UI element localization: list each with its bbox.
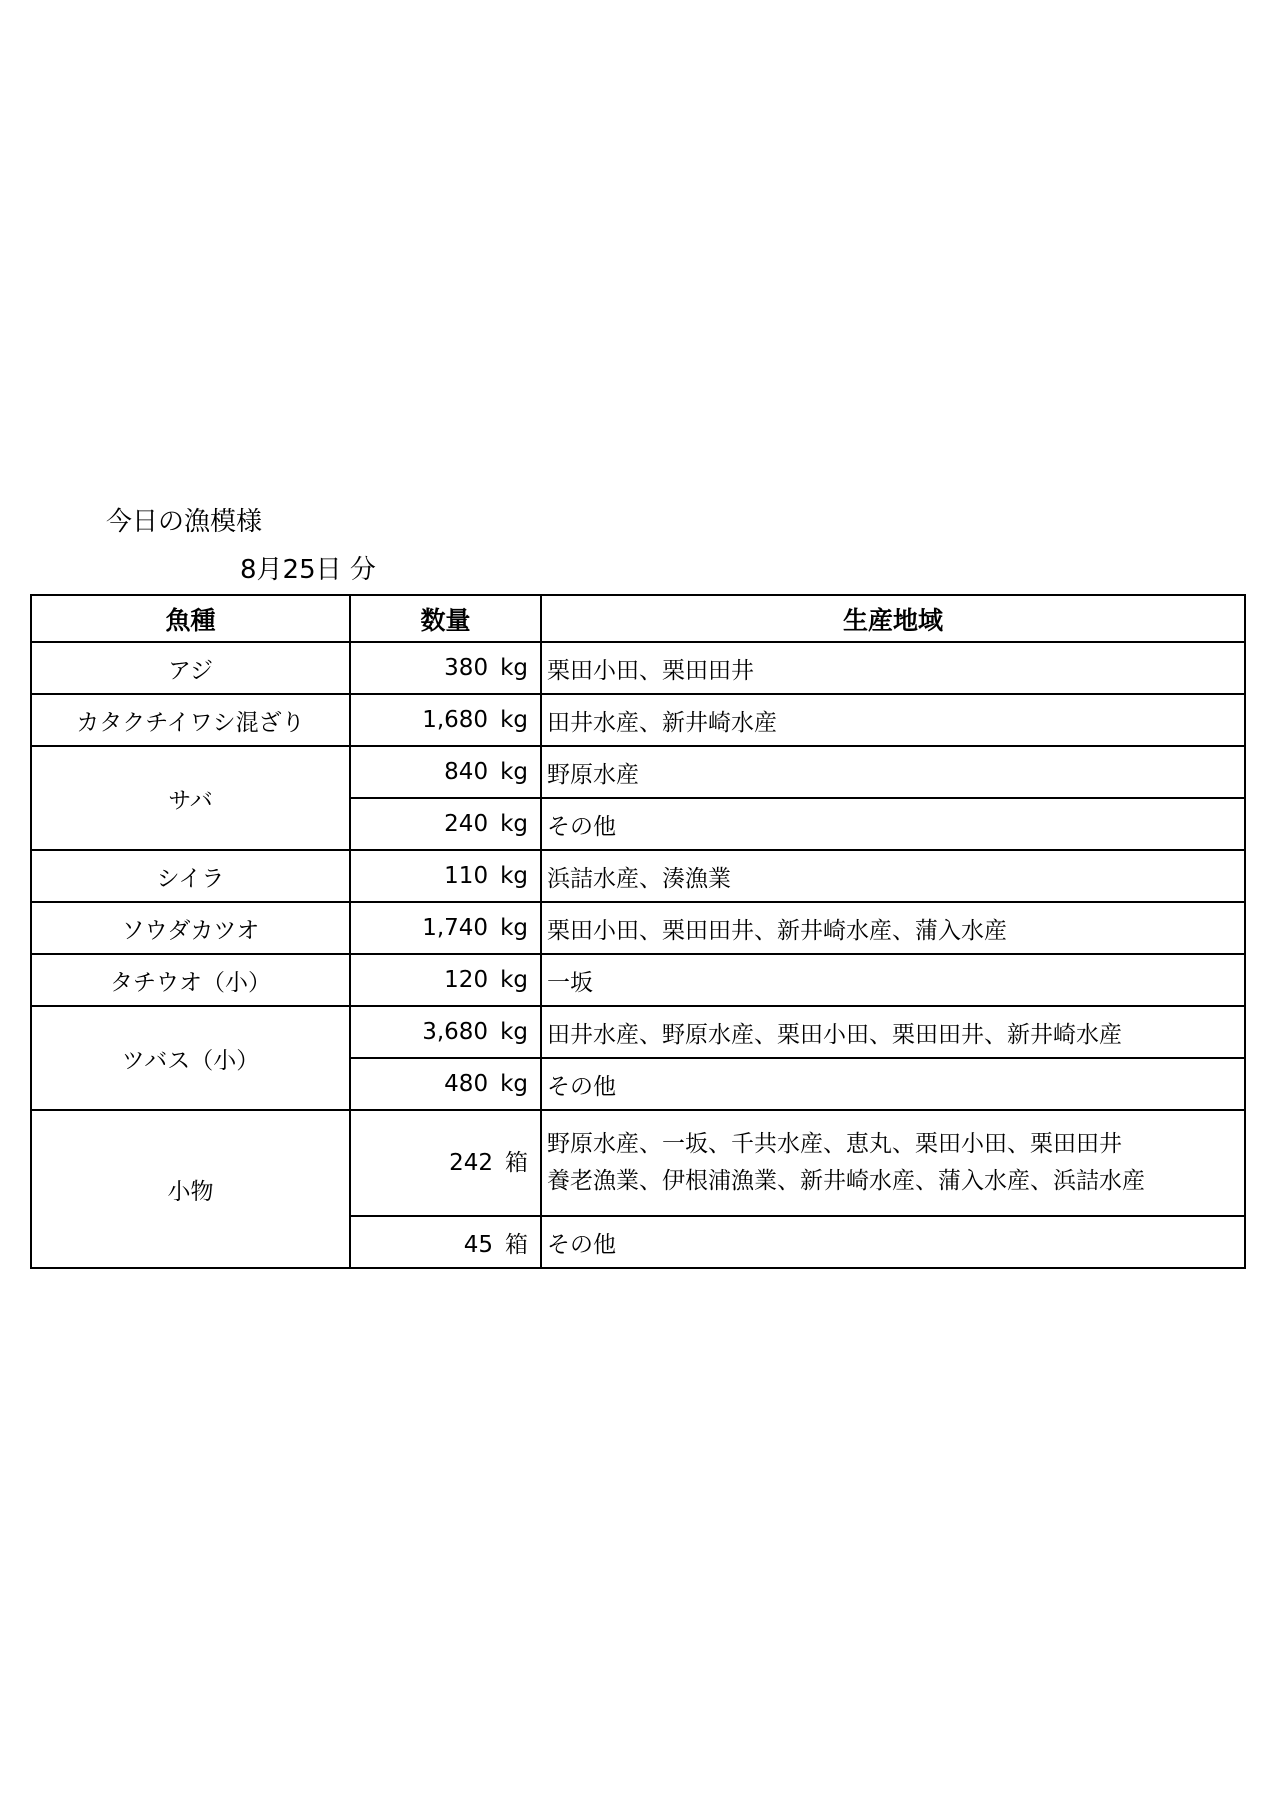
quantity-cell: [350, 954, 541, 1006]
table-row: [31, 850, 1245, 902]
region-cell: 田井水産、野原水産、栗田小田、栗田田井、新井崎水産: [541, 1006, 1245, 1058]
region-cell: 田井水産、新井崎水産: [541, 694, 1245, 746]
table-row: [31, 954, 1245, 1006]
quantity-unit: kg: [500, 1071, 528, 1097]
quantity-value: 840: [444, 759, 489, 785]
quantity-cell: [350, 1006, 541, 1058]
quantity-cell: [350, 798, 541, 850]
quantity-cell: [350, 850, 541, 902]
region-line: 野原水産、一坂、千共水産、恵丸、栗田小田、栗田田井: [547, 1131, 1122, 1157]
fish-cell: タチウオ（小）: [31, 954, 350, 1006]
quantity-cell: [350, 1110, 541, 1216]
table-row: [31, 642, 1245, 694]
fish-cell: ソウダカツオ: [31, 902, 350, 954]
region-cell: 栗田小田、栗田田井: [541, 642, 1245, 694]
fish-cell: アジ: [31, 642, 350, 694]
page-title: 今日の漁模様: [106, 507, 263, 537]
quantity-unit: kg: [500, 655, 528, 681]
quantity-cell: [350, 642, 541, 694]
fish-cell: カタクチイワシ混ざり: [31, 694, 350, 746]
quantity-cell: [350, 902, 541, 954]
quantity-cell: [350, 694, 541, 746]
region-line: 養老漁業、伊根浦漁業、新井崎水産、蒲入水産、浜詰水産: [547, 1168, 1145, 1194]
quantity-unit: kg: [500, 1019, 528, 1045]
header-quantity: 数量: [350, 595, 541, 642]
quantity-unit: kg: [500, 707, 528, 733]
region-cell: 栗田小田、栗田田井、新井崎水産、蒲入水産: [541, 902, 1245, 954]
quantity-cell: [350, 1058, 541, 1110]
region-cell: 一坂: [541, 954, 1245, 1006]
table-row: [31, 1006, 1245, 1058]
quantity-unit: kg: [500, 967, 528, 993]
region-cell: 野原水産: [541, 746, 1245, 798]
quantity-value: 45: [463, 1231, 493, 1258]
fish-cell: サバ: [31, 746, 350, 850]
catch-table: [30, 594, 1246, 1269]
quantity-unit: 箱: [505, 1231, 528, 1258]
region-cell: [541, 1110, 1245, 1216]
quantity-value: 1,740: [422, 915, 489, 941]
quantity-unit: kg: [500, 759, 528, 785]
quantity-unit: kg: [500, 915, 528, 941]
region-cell: その他: [541, 798, 1245, 850]
table-row: [31, 1110, 1245, 1216]
quantity-value: 3,680: [422, 1019, 489, 1045]
region-cell: その他: [541, 1216, 1245, 1268]
table-row: [31, 694, 1245, 746]
table-row: [31, 902, 1245, 954]
quantity-unit: kg: [500, 863, 528, 889]
fish-cell: シイラ: [31, 850, 350, 902]
quantity-cell: [350, 1216, 541, 1268]
quantity-value: 110: [444, 863, 489, 889]
header-region: 生産地域: [541, 595, 1245, 642]
quantity-value: 120: [444, 967, 489, 993]
fish-cell: 小物: [31, 1110, 350, 1268]
report-date: 8月25日 分: [240, 555, 376, 585]
quantity-value: 240: [444, 811, 489, 837]
quantity-unit: kg: [500, 811, 528, 837]
quantity-value: 380: [444, 655, 489, 681]
table-header-row: [31, 595, 1245, 642]
quantity-value: 242: [449, 1149, 493, 1176]
fish-cell: ツバス（小）: [31, 1006, 350, 1110]
table-row: [31, 746, 1245, 798]
quantity-value: 1,680: [422, 707, 489, 733]
quantity-value: 480: [444, 1071, 489, 1097]
header-fish: 魚種: [31, 595, 350, 642]
region-cell: その他: [541, 1058, 1245, 1110]
quantity-unit: 箱: [505, 1149, 528, 1176]
region-cell: 浜詰水産、湊漁業: [541, 850, 1245, 902]
quantity-cell: [350, 746, 541, 798]
